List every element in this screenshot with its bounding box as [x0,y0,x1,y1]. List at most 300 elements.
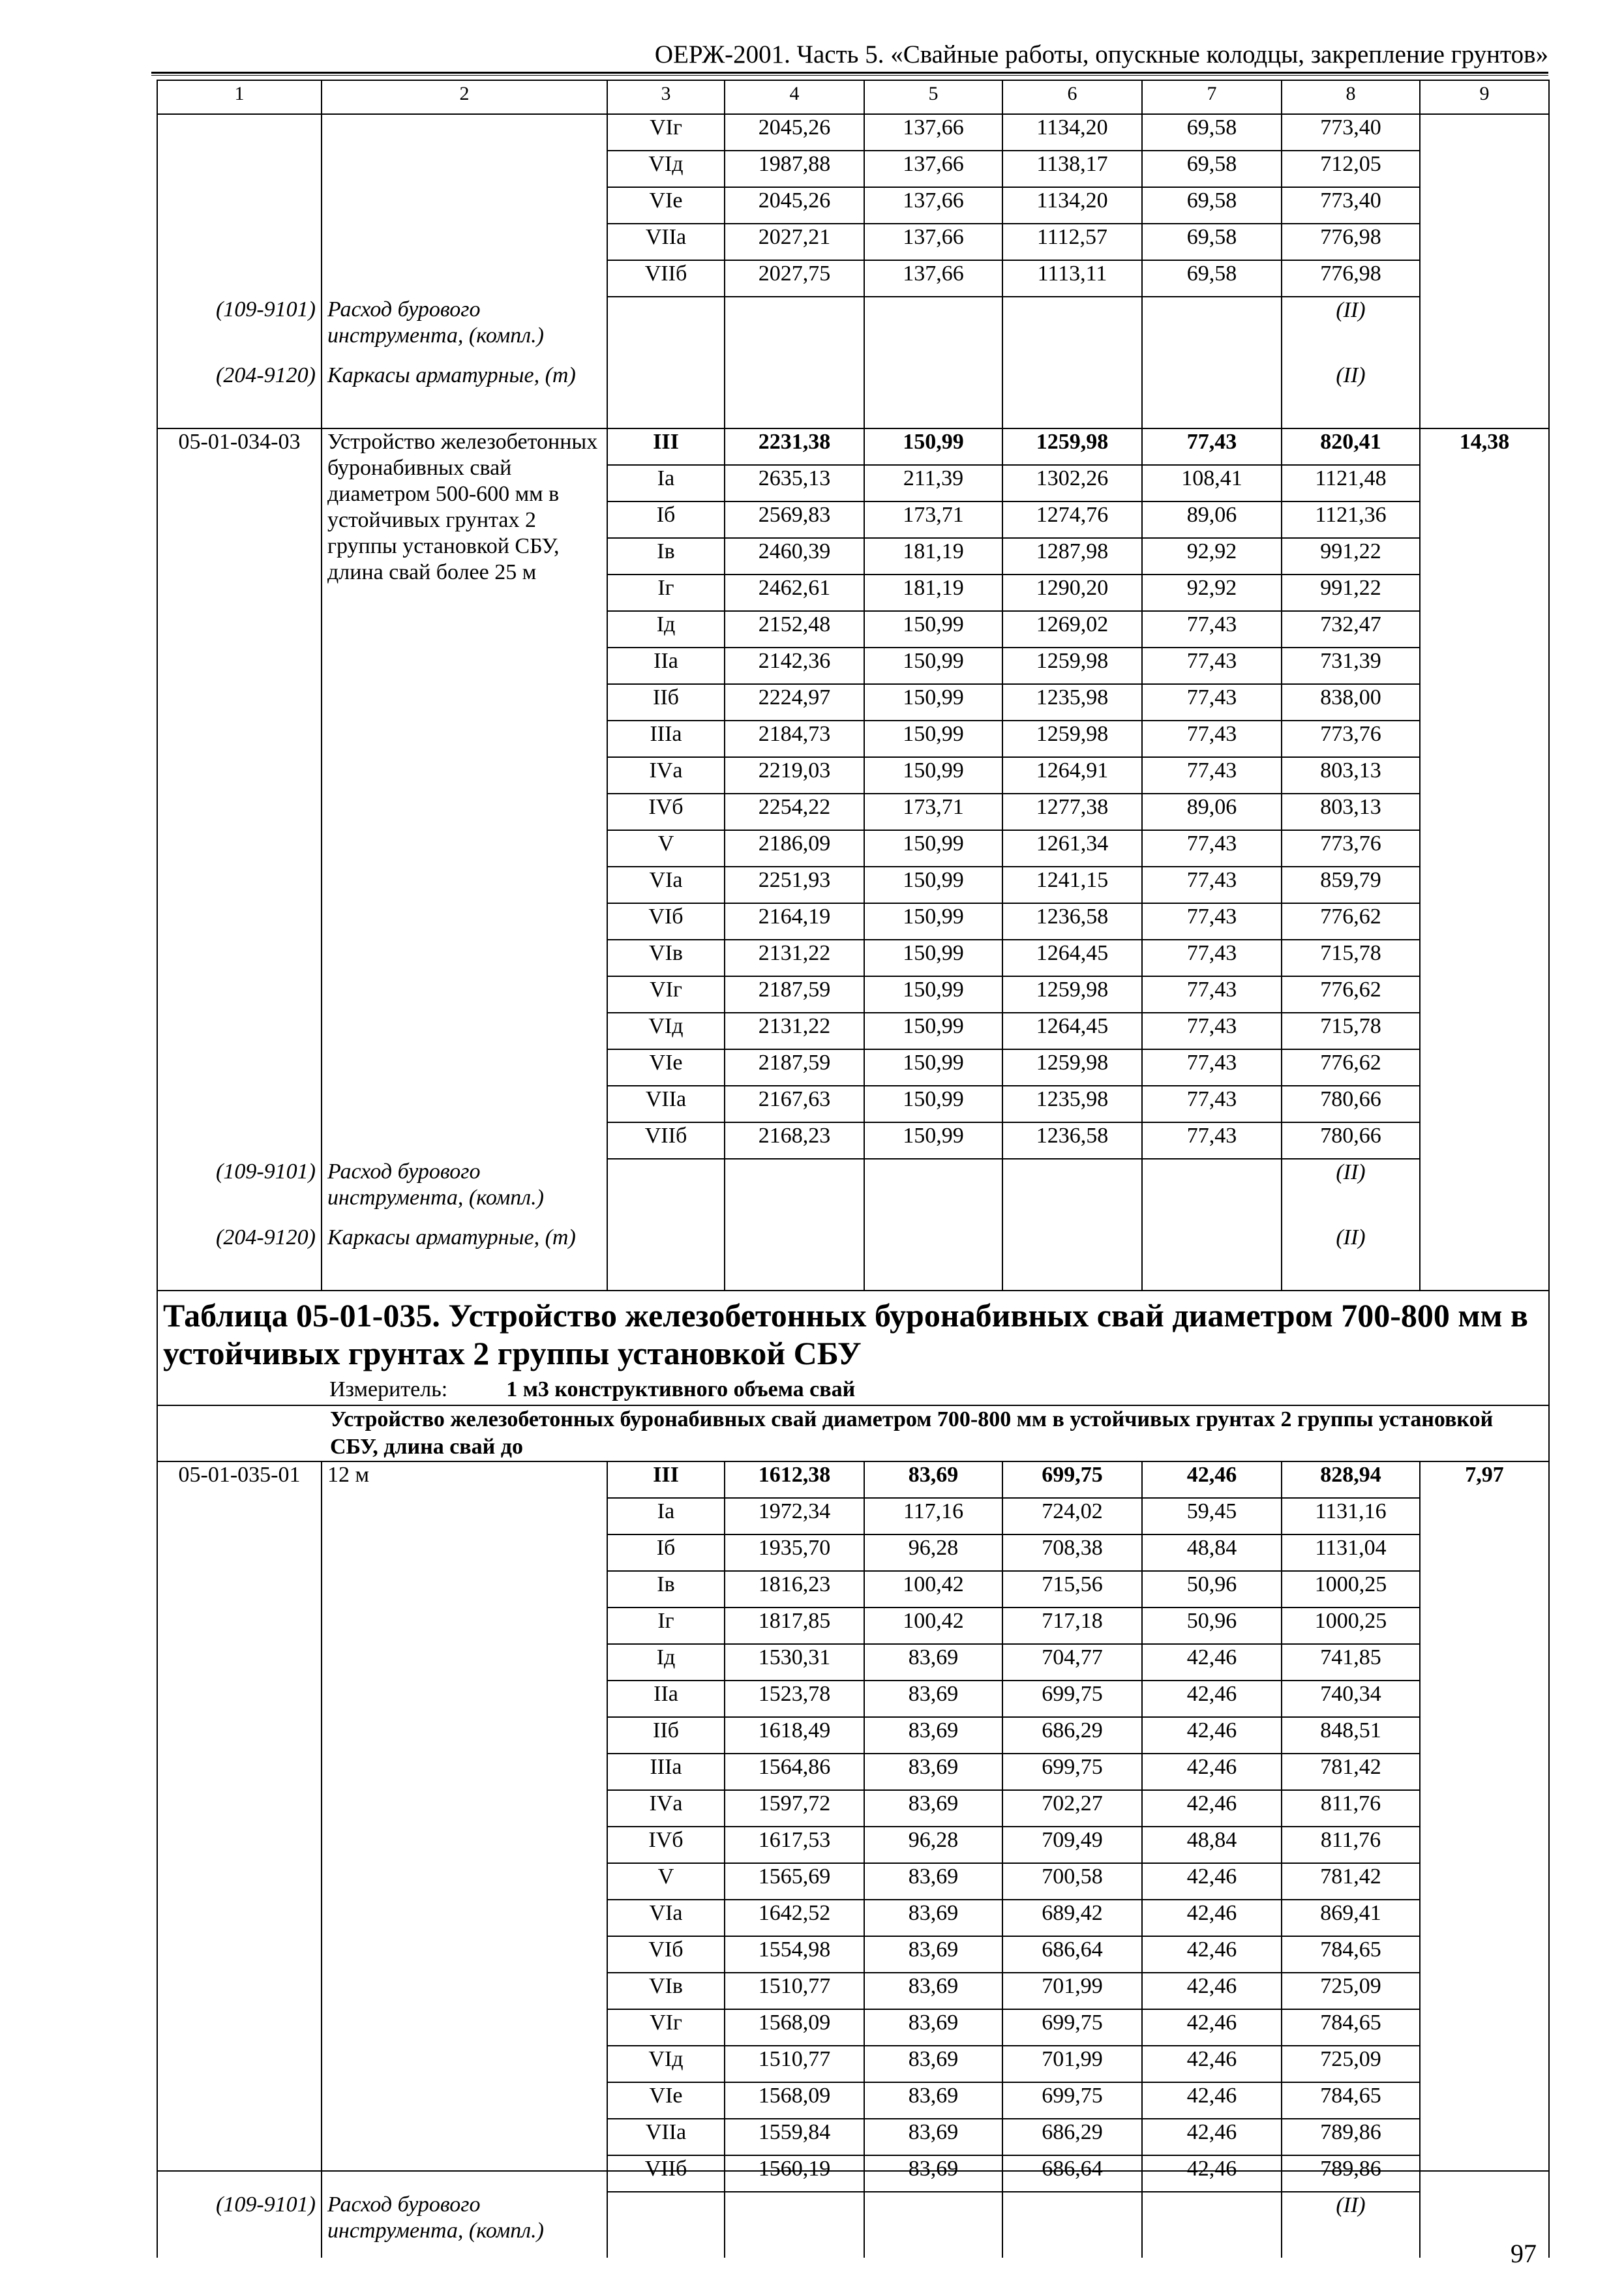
zone-cell: IVб [607,794,725,830]
zone-cell: VIIа [607,224,725,260]
value-cell: 1236,58 [1002,903,1142,940]
value-cell: 77,43 [1142,867,1282,903]
value-cell: 2152,48 [725,611,864,648]
value-cell: 83,69 [864,1717,1002,1754]
value-cell: 1259,98 [1002,721,1142,757]
value-cell: 89,06 [1142,794,1282,830]
empty-cell [1002,1225,1142,1291]
value-cell: 83,69 [864,1863,1002,1900]
unit-value: 1 м3 конструктивного объема свай [506,1377,856,1401]
value-cell: 724,02 [1002,1498,1142,1534]
value-cell: 77,43 [1142,428,1282,465]
empty-cell [725,297,864,363]
unit-line [163,1375,1543,1405]
value-cell: 2045,26 [725,187,864,224]
value-cell: 83,69 [864,2009,1002,2046]
value-cell: 50,96 [1142,1571,1282,1608]
resource-code: (109-9101) [157,1159,322,1225]
value-cell: 686,64 [1002,2155,1142,2192]
zone-cell: Iа [607,1498,725,1534]
resource-row [157,2192,1549,2258]
table-title-cell [157,1291,1549,1405]
empty-cell [1420,297,1549,363]
value-cell: 83,69 [864,1900,1002,1936]
value-cell: 42,46 [1142,1973,1282,2009]
value-cell: 69,58 [1142,151,1282,187]
zone-cell: Iг [607,1608,725,1644]
zone-cell: VIе [607,2082,725,2119]
value-cell: 712,05 [1282,151,1420,187]
column-number: 5 [864,80,1002,114]
value-cell: 1235,98 [1002,1086,1142,1122]
value-cell: 725,09 [1282,1973,1420,2009]
value-cell: 1554,98 [725,1936,864,1973]
zone-cell: Iв [607,1571,725,1608]
value-cell: 77,43 [1142,1013,1282,1049]
value-cell: 42,46 [1142,2009,1282,2046]
value-cell: 709,49 [1002,1827,1142,1863]
resource-code: (204-9120) [157,363,322,428]
resource-mark: (II) [1282,297,1420,363]
empty-cell [1142,1225,1282,1291]
empty-cell [864,363,1002,428]
value-cell: 1121,48 [1282,465,1420,501]
value-cell: 42,46 [1142,2155,1282,2192]
value-cell: 820,41 [1282,428,1420,465]
value-cell: 773,40 [1282,114,1420,151]
zone-cell: III [607,428,725,465]
value-cell: 2131,22 [725,940,864,976]
zone-cell: V [607,830,725,867]
value-cell: 77,43 [1142,903,1282,940]
value-cell: 42,46 [1142,2119,1282,2155]
empty-cell [1142,2192,1282,2258]
value-cell: 715,78 [1282,940,1420,976]
zone-cell: VIд [607,1013,725,1049]
extra-cell [1420,260,1549,297]
value-cell: 780,66 [1282,1122,1420,1159]
value-cell: 1290,20 [1002,575,1142,611]
resource-name: Расход бурового инструмента, (компл.) [322,2192,607,2258]
value-cell: 1817,85 [725,1608,864,1644]
unit-label: Измеритель: [329,1377,448,1401]
value-cell: 741,85 [1282,1644,1420,1681]
value-cell: 686,64 [1002,1936,1142,1973]
zone-cell: VIIа [607,2119,725,2155]
value-cell: 69,58 [1142,260,1282,297]
code-cell: 05-01-035-01 [157,1461,322,2192]
value-cell: 92,92 [1142,538,1282,575]
value-cell: 1236,58 [1002,1122,1142,1159]
zone-cell: Iа [607,465,725,501]
resource-row [157,297,1549,363]
value-cell: 150,99 [864,757,1002,794]
value-cell: 2045,26 [725,114,864,151]
resource-name: Расход бурового инструмента, (компл.) [322,1159,607,1225]
value-cell: 1568,09 [725,2082,864,2119]
empty-cell [864,1225,1002,1291]
value-cell: 2187,59 [725,976,864,1013]
value-cell: 1642,52 [725,1900,864,1936]
value-cell: 2131,22 [725,1013,864,1049]
value-cell: 137,66 [864,151,1002,187]
value-cell: 69,58 [1142,224,1282,260]
empty-cell [864,1159,1002,1225]
extra-cell [1420,224,1549,260]
value-cell: 77,43 [1142,830,1282,867]
value-cell: 173,71 [864,501,1002,538]
value-cell: 48,84 [1142,1534,1282,1571]
value-cell: 1816,23 [725,1571,864,1608]
column-number: 3 [607,80,725,114]
value-cell: 1612,38 [725,1461,864,1498]
value-cell: 781,42 [1282,1754,1420,1790]
value-cell: 83,69 [864,1681,1002,1717]
value-cell: 150,99 [864,648,1002,684]
table-row-lead [157,1461,1549,1498]
value-cell: 137,66 [864,224,1002,260]
resource-code: (109-9101) [157,2192,322,2258]
value-cell: 1241,15 [1002,867,1142,903]
resource-mark: (II) [1282,363,1420,428]
value-cell: 211,39 [864,465,1002,501]
value-cell: 1618,49 [725,1717,864,1754]
resource-name: Каркасы арматурные, (т) [322,363,607,428]
value-cell: 1131,04 [1282,1534,1420,1571]
value-cell: 1259,98 [1002,1049,1142,1086]
value-cell: 150,99 [864,684,1002,721]
value-cell: 869,41 [1282,1900,1420,1936]
value-cell: 77,43 [1142,611,1282,648]
zone-cell: IIIа [607,721,725,757]
empty-cell [1420,363,1549,428]
value-cell: 42,46 [1142,1461,1282,1498]
value-cell: 2569,83 [725,501,864,538]
value-cell: 77,43 [1142,684,1282,721]
zone-cell: V [607,1863,725,1900]
table-title: Таблица 05-01-035. Устройство железобетонных буронабивных свай диаметром 700-800 мм в устойчивых грунтах 2 группы установкой СБУ [163,1297,1529,1371]
header-rule [151,72,1548,76]
value-cell: 181,19 [864,538,1002,575]
value-cell: 776,98 [1282,224,1420,260]
value-cell: 150,99 [864,1013,1002,1049]
zone-cell: IVа [607,1790,725,1827]
empty-cell [1002,297,1142,363]
value-cell: 991,22 [1282,575,1420,611]
desc-cell: Устройство железобетонных буронабивных свай диаметром 500-600 мм в устойчивых грунтах 2 группы установкой СБУ, длина свай более 25 м [322,428,607,1159]
value-cell: 699,75 [1002,1461,1142,1498]
column-number: 8 [1282,80,1420,114]
value-cell: 1560,19 [725,2155,864,2192]
value-cell: 732,47 [1282,611,1420,648]
zone-cell: IIIа [607,1754,725,1790]
code-cell: 05-01-034-03 [157,428,322,1159]
price-table [157,80,1550,2258]
value-cell: 2142,36 [725,648,864,684]
empty-cell [725,1159,864,1225]
value-cell: 100,42 [864,1608,1002,1644]
empty-cell [607,2192,725,2258]
zone-cell: VIд [607,2046,725,2082]
resource-mark: (II) [1282,1225,1420,1291]
value-cell: 150,99 [864,1049,1002,1086]
resource-row [157,363,1549,428]
value-cell: 740,34 [1282,1681,1420,1717]
value-cell: 1134,20 [1002,114,1142,151]
value-cell: 784,65 [1282,2082,1420,2119]
value-cell: 773,76 [1282,830,1420,867]
zone-cell: IIа [607,648,725,684]
value-cell: 77,43 [1142,757,1282,794]
subheading-row [157,1405,1549,1461]
empty-cell [1142,297,1282,363]
value-cell: 42,46 [1142,1754,1282,1790]
value-cell: 150,99 [864,721,1002,757]
zone-cell: Iб [607,1534,725,1571]
value-cell: 42,46 [1142,1717,1282,1754]
resource-name: Каркасы арматурные, (т) [322,1225,607,1291]
empty-cell [1142,363,1282,428]
value-cell: 811,76 [1282,1827,1420,1863]
extra-cell: 14,38 [1420,428,1549,1159]
empty-cell [725,363,864,428]
zone-cell: IVб [607,1827,725,1863]
value-cell: 708,38 [1002,1534,1142,1571]
value-cell: 96,28 [864,1534,1002,1571]
zone-cell: VIг [607,114,725,151]
column-number: 6 [1002,80,1142,114]
value-cell: 848,51 [1282,1717,1420,1754]
value-cell: 784,65 [1282,2009,1420,2046]
value-cell: 1564,86 [725,1754,864,1790]
extra-cell: 7,97 [1420,1461,1549,2192]
value-cell: 150,99 [864,1086,1002,1122]
value-cell: 1138,17 [1002,151,1142,187]
value-cell: 1565,69 [725,1863,864,1900]
value-cell: 150,99 [864,611,1002,648]
empty-cell [607,297,725,363]
value-cell: 991,22 [1282,538,1420,575]
value-cell: 42,46 [1142,1936,1282,1973]
value-cell: 42,46 [1142,2046,1282,2082]
value-cell: 2168,23 [725,1122,864,1159]
value-cell: 1131,16 [1282,1498,1420,1534]
value-cell: 2184,73 [725,721,864,757]
zone-cell: VIв [607,1973,725,2009]
value-cell: 1134,20 [1002,187,1142,224]
zone-cell: VIIб [607,2155,725,2192]
value-cell: 1269,02 [1002,611,1142,648]
value-cell: 1523,78 [725,1681,864,1717]
column-number: 2 [322,80,607,114]
empty-cell [1002,363,1142,428]
value-cell: 83,69 [864,1936,1002,1973]
value-cell: 699,75 [1002,1681,1142,1717]
value-cell: 838,00 [1282,684,1420,721]
column-number: 4 [725,80,864,114]
value-cell: 2254,22 [725,794,864,830]
value-cell: 773,76 [1282,721,1420,757]
value-cell: 859,79 [1282,867,1420,903]
value-cell: 42,46 [1142,1681,1282,1717]
zone-cell: VIе [607,187,725,224]
desc-cell [322,114,607,297]
extra-cell [1420,187,1549,224]
value-cell: 702,27 [1002,1790,1142,1827]
value-cell: 150,99 [864,976,1002,1013]
column-number: 7 [1142,80,1282,114]
value-cell: 689,42 [1002,1900,1142,1936]
zone-cell: VIIб [607,1122,725,1159]
value-cell: 1264,45 [1002,940,1142,976]
value-cell: 83,69 [864,1754,1002,1790]
value-cell: 1112,57 [1002,224,1142,260]
empty-cell [1420,1225,1549,1291]
zone-cell: VIг [607,976,725,1013]
zone-cell: III [607,1461,725,1498]
value-cell: 776,98 [1282,260,1420,297]
zone-cell: IIб [607,1717,725,1754]
value-cell: 42,46 [1142,1790,1282,1827]
zone-cell: Iб [607,501,725,538]
value-cell: 181,19 [864,575,1002,611]
value-cell: 83,69 [864,1973,1002,2009]
value-cell: 77,43 [1142,1122,1282,1159]
value-cell: 2251,93 [725,867,864,903]
subheading: Устройство железобетонных буронабивных свай диаметром 700-800 мм в устойчивых грунтах 2 группы установкой СБУ, длина свай до [330,1407,1494,1459]
value-cell: 150,99 [864,830,1002,867]
value-cell: 1121,36 [1282,501,1420,538]
value-cell: 150,99 [864,940,1002,976]
value-cell: 2167,63 [725,1086,864,1122]
value-cell: 701,99 [1002,1973,1142,2009]
value-cell: 2231,38 [725,428,864,465]
extra-cell [1420,114,1549,151]
value-cell: 100,42 [864,1571,1002,1608]
value-cell: 1972,34 [725,1498,864,1534]
value-cell: 776,62 [1282,1049,1420,1086]
value-cell: 42,46 [1142,1863,1282,1900]
subheading-cell [157,1405,1549,1461]
resource-mark: (II) [1282,2192,1420,2258]
running-header: ОЕРЖ-2001. Часть 5. «Свайные работы, опускные колодцы, закрепление грунтов» [654,40,1548,68]
zone-cell: IVа [607,757,725,794]
value-cell: 77,43 [1142,940,1282,976]
zone-cell: VIе [607,1049,725,1086]
value-cell: 108,41 [1142,465,1282,501]
zone-cell: VIг [607,2009,725,2046]
value-cell: 1287,98 [1002,538,1142,575]
value-cell: 69,58 [1142,114,1282,151]
value-cell: 83,69 [864,1644,1002,1681]
value-cell: 137,66 [864,114,1002,151]
value-cell: 1113,11 [1002,260,1142,297]
value-cell: 77,43 [1142,976,1282,1013]
zone-cell: VIа [607,1900,725,1936]
value-cell: 789,86 [1282,2155,1420,2192]
value-cell: 1259,98 [1002,648,1142,684]
value-cell: 1259,98 [1002,976,1142,1013]
zone-cell: VIа [607,867,725,903]
empty-cell [1002,2192,1142,2258]
value-cell: 1000,25 [1282,1571,1420,1608]
zone-cell: IIа [607,1681,725,1717]
empty-cell [864,297,1002,363]
value-cell: 77,43 [1142,721,1282,757]
value-cell: 699,75 [1002,2009,1142,2046]
value-cell: 69,58 [1142,187,1282,224]
value-cell: 2224,97 [725,684,864,721]
zone-cell: Iв [607,538,725,575]
value-cell: 1264,91 [1002,757,1142,794]
table-continues-rule [157,2170,1548,2172]
empty-cell [1142,1159,1282,1225]
value-cell: 1530,31 [725,1644,864,1681]
value-cell: 2164,19 [725,903,864,940]
zone-cell: VIб [607,903,725,940]
resource-name: Расход бурового инструмента, (компл.) [322,297,607,363]
value-cell: 1987,88 [725,151,864,187]
value-cell: 1274,76 [1002,501,1142,538]
value-cell: 77,43 [1142,1049,1282,1086]
value-cell: 150,99 [864,867,1002,903]
empty-cell [864,2192,1002,2258]
value-cell: 83,69 [864,2082,1002,2119]
value-cell: 2219,03 [725,757,864,794]
value-cell: 1261,34 [1002,830,1142,867]
value-cell: 137,66 [864,260,1002,297]
table-title-row [157,1291,1549,1405]
column-number: 9 [1420,80,1549,114]
value-cell: 42,46 [1142,2082,1282,2119]
value-cell: 150,99 [864,903,1002,940]
value-cell: 715,56 [1002,1571,1142,1608]
value-cell: 2462,61 [725,575,864,611]
value-cell: 789,86 [1282,2119,1420,2155]
value-cell: 1277,38 [1002,794,1142,830]
value-cell: 811,76 [1282,1790,1420,1827]
value-cell: 1935,70 [725,1534,864,1571]
value-cell: 2460,39 [725,538,864,575]
value-cell: 137,66 [864,187,1002,224]
value-cell: 731,39 [1282,648,1420,684]
value-cell: 784,65 [1282,1936,1420,1973]
value-cell: 173,71 [864,794,1002,830]
value-cell: 96,28 [864,1827,1002,1863]
table-row-lead [157,428,1549,465]
empty-cell [607,1225,725,1291]
value-cell: 828,94 [1282,1461,1420,1498]
empty-cell [607,363,725,428]
empty-cell [1002,1159,1142,1225]
value-cell: 83,69 [864,2046,1002,2082]
value-cell: 89,06 [1142,501,1282,538]
value-cell: 686,29 [1002,1717,1142,1754]
empty-cell [1420,1159,1549,1225]
value-cell: 2027,21 [725,224,864,260]
value-cell: 1617,53 [725,1827,864,1863]
value-cell: 1510,77 [725,1973,864,2009]
value-cell: 1559,84 [725,2119,864,2155]
page-number: 97 [1511,2239,1537,2268]
value-cell: 42,46 [1142,1644,1282,1681]
empty-cell [725,2192,864,2258]
value-cell: 117,16 [864,1498,1002,1534]
zone-cell: VIв [607,940,725,976]
value-cell: 715,78 [1282,1013,1420,1049]
value-cell: 699,75 [1002,2082,1142,2119]
value-cell: 700,58 [1002,1863,1142,1900]
